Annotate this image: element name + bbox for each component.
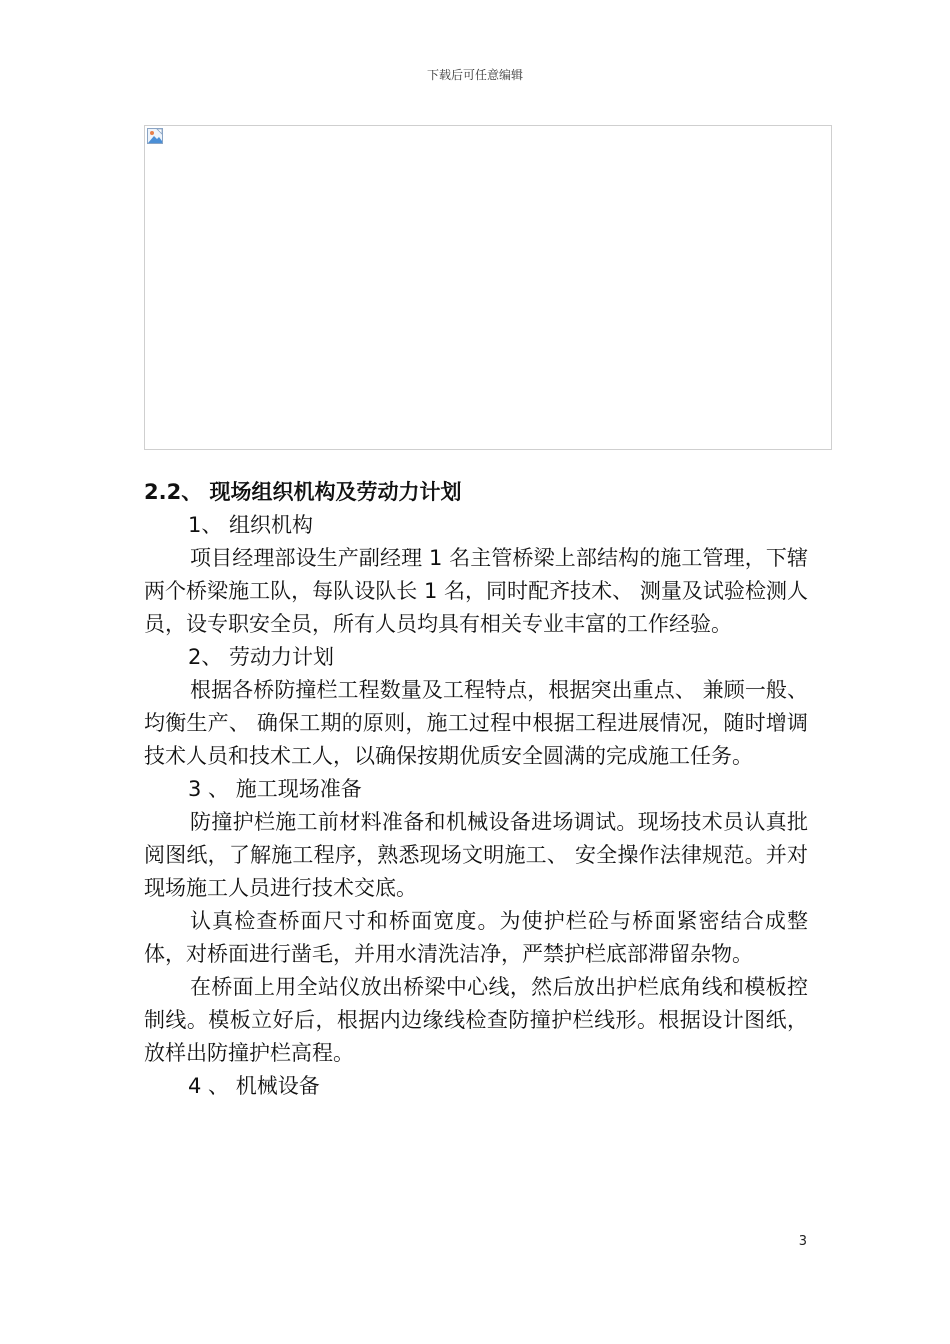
subsection-heading-site-preparation: 3 、 施工现场准备 — [188, 777, 362, 801]
document-body — [144, 476, 808, 1103]
paragraph-site-preparation-3: 在桥面上用全站仪放出桥梁中心线，然后放出护栏底角线和模板控制线。模板立好后，根据内边缘线检查防撞护栏线形。根据设计图纸，放样出防撞护栏高程。 — [144, 975, 808, 1065]
header-note: 下载后可任意编辑 — [426, 68, 523, 82]
paragraph-organization: 项目经理部设生产副经理 1 名主管桥梁上部结构的施工管理，下辖两个桥梁施工队，每队设队长 1 名，同时配齐技术、 测量及试验检测人员，设专职安全员，所有人员均具有相关专业丰富的工作经验。 — [144, 546, 808, 636]
subsection-heading-organization: 1、 组织机构 — [188, 513, 314, 537]
section-title: 2.2、 现场组织机构及劳动力计划 — [144, 480, 462, 504]
paragraph-site-preparation-1: 防撞护栏施工前材料准备和机械设备进场调试。现场技术员认真批阅图纸，了解施工程序，熟悉现场文明施工、 安全操作法律规范。并对现场施工人员进行技术交底。 — [144, 810, 808, 900]
paragraph-labor-plan: 根据各桥防撞栏工程数量及工程特点，根据突出重点、 兼顾一般、 均衡生产、 确保工期的原则，施工过程中根据工程进展情况，随时增调技术人员和技术工人，以确保按期优质安全圆满的完成施工任务。 — [144, 678, 808, 768]
image-placeholder — [144, 125, 832, 450]
subsection-heading-machinery: 4 、 机械设备 — [188, 1074, 320, 1098]
page-number: 3 — [798, 1234, 807, 1249]
broken-image-icon — [147, 128, 163, 144]
paragraph-site-preparation-2: 认真检查桥面尺寸和桥面宽度。为使护栏砼与桥面紧密结合成整体，对桥面进行凿毛，并用水清洗洁净，严禁护栏底部滞留杂物。 — [144, 909, 808, 966]
subsection-heading-labor-plan: 2、 劳动力计划 — [188, 645, 335, 669]
